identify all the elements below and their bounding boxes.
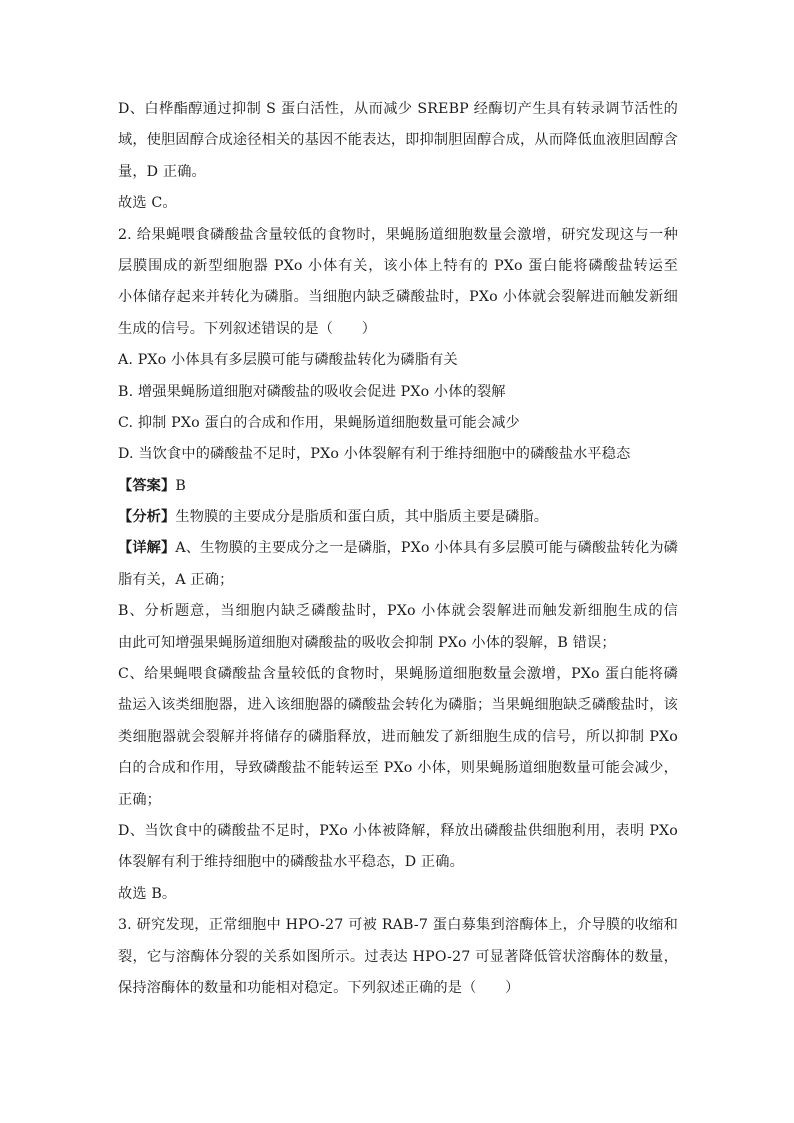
detail-line	[118, 533, 678, 564]
answer-line	[118, 471, 678, 502]
detail-text: A、生物膜的主要成分之一是磷脂，PXo 小体具有多层膜可能与磷酸盐转化为磷	[175, 540, 678, 557]
text-line: 类细胞器就会裂解并将储存的磷脂释放，进而触发了新细胞生成的信号，所以抑制 PXo	[118, 728, 678, 745]
option-c: C. 抑制 PXo 蛋白的合成和作用，果蝇肠道细胞数量可能会减少	[118, 414, 520, 431]
question-3-stem: 3. 研究发现，正常细胞中 HPO-27 可被 RAB-7 蛋白募集到溶酶体上，介导膜的收缩和	[118, 917, 678, 934]
analysis-line	[118, 502, 678, 533]
option-b: B. 增强果蝇肠道细胞对磷酸盐的吸收会促进 PXo 小体的裂解	[118, 383, 506, 400]
question-2-stem: 层膜围成的新型细胞器 PXo 小体有关，该小体上特有的 PXo 蛋白能将磷酸盐转运至	[118, 257, 678, 274]
question-3-stem: 保持溶酶体的数量和功能相对稳定。下列叙述正确的是（ ）	[118, 979, 520, 996]
text-line: 体裂解有利于维持细胞中的磷酸盐水平稳态，D 正确。	[118, 854, 464, 871]
answer-value: B	[175, 477, 186, 494]
text-line: 白的合成和作用，导致磷酸盐不能转运至 PXo 小体，则果蝇肠道细胞数量可能会减少，	[118, 760, 678, 777]
text-line: 正确；	[118, 791, 162, 808]
text-line: D、白桦酯醇通过抑制 S 蛋白活性，从而减少 SREBP 经酶切产生具有转录调节活性的	[118, 101, 678, 117]
answer-label: 【答案】	[118, 477, 176, 494]
text-line: 故选 B。	[118, 885, 177, 902]
analysis-text: 生物膜的主要成分是脂质和蛋白质，其中脂质主要是磷脂。	[175, 509, 549, 526]
text-line: 量，D 正确。	[118, 163, 206, 180]
detail-label: 【详解】	[118, 540, 176, 557]
text-line: 域，使胆固醇合成途径相关的基因不能表达，即抑制胆固醇合成，从而降低血液胆固醇含	[118, 132, 678, 149]
text-line: B、分析题意，当细胞内缺乏磷酸盐时，PXo 小体就会裂解进而触发新细胞生成的信	[118, 603, 678, 620]
option-d: D. 当饮食中的磷酸盐不足时，PXo 小体裂解有利于维持细胞中的磷酸盐水平稳态	[118, 446, 631, 463]
text-line: 由此可知增强果蝇肠道细胞对磷酸盐的吸收会抑制 PXo 小体的裂解，B 错误；	[118, 634, 616, 651]
text-line: 盐运入该类细胞器，进入该细胞器的磷酸盐会转化为磷脂；当果蝇细胞缺乏磷酸盐时，该	[118, 697, 678, 714]
question-2-stem: 小体储存起来并转化为磷脂。当细胞内缺乏磷酸盐时，PXo 小体就会裂解进而触发新细	[118, 289, 678, 306]
question-2-stem: 生成的信号。下列叙述错误的是（ ）	[118, 320, 377, 337]
question-3-stem: 裂，它与溶酶体分裂的关系如图所示。过表达 HPO-27 可显著降低管状溶酶体的数量，	[118, 948, 678, 965]
question-2-stem: 2. 给果蝇喂食磷酸盐含量较低的食物时，果蝇肠道细胞数量会激增，研究发现这与一种	[118, 226, 678, 243]
text-line: 脂有关，A 正确；	[118, 571, 234, 588]
document-page	[118, 94, 678, 1004]
text-line: 故选 C。	[118, 195, 177, 212]
text-line: D、当饮食中的磷酸盐不足时，PXo 小体被降解，释放出磷酸盐供细胞利用，表明 PXo	[118, 822, 678, 839]
option-a: A. PXo 小体具有多层膜可能与磷酸盐转化为磷脂有关	[118, 352, 458, 369]
text-line: C、给果蝇喂食磷酸盐含量较低的食物时，果蝇肠道细胞数量会激增，PXo 蛋白能将磷	[118, 666, 678, 683]
analysis-label: 【分析】	[118, 509, 176, 526]
